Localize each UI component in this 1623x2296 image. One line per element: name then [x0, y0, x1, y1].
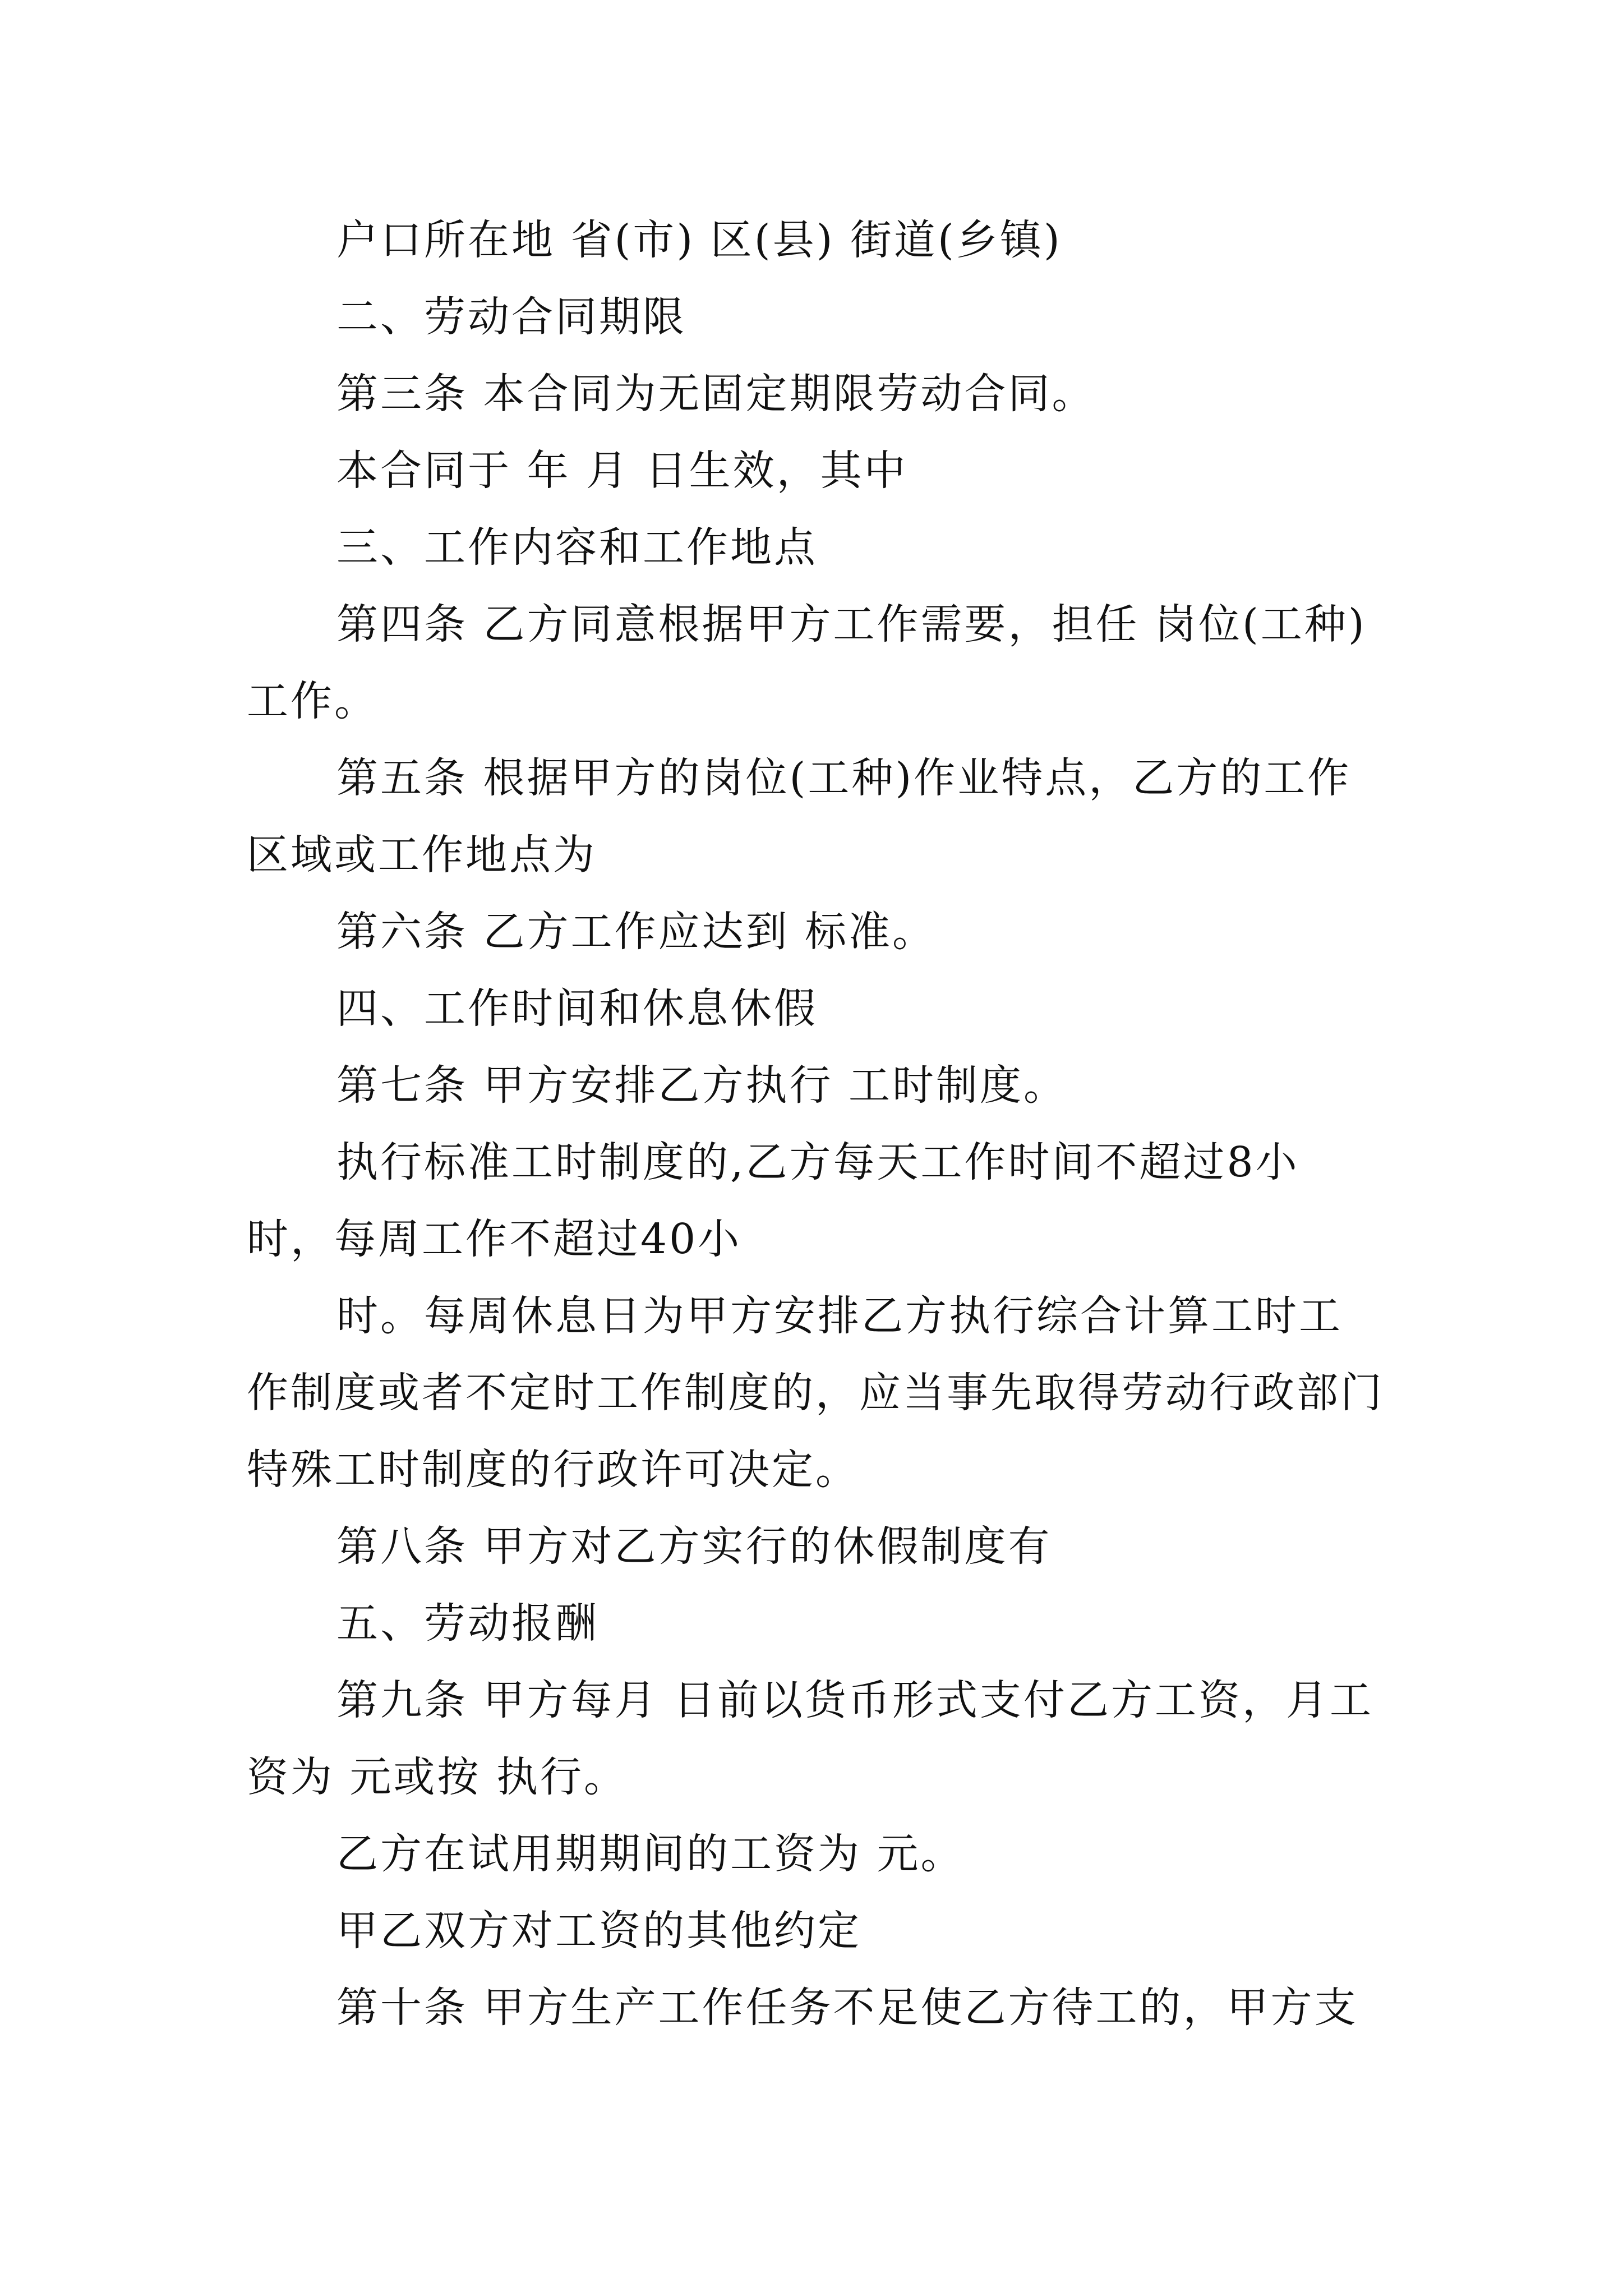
paragraph-other-salary-terms: 甲乙双方对工资的其他约定 [336, 1907, 861, 1955]
paragraph-effective-date: 本合同于 年 月 日生效，其中 [336, 447, 908, 495]
contract-text [247, 202, 1385, 2046]
paragraph-article-3: 第三条 本合同为无固定期限劳动合同。 [336, 370, 1096, 418]
paragraph-article-4: 第四条 乙方同意根据甲方工作需要，担任 岗位(工种)工作。 [247, 600, 1367, 725]
section-heading-working-hours: 四、工作时间和休息休假 [336, 984, 818, 1033]
section-heading-contract-term: 二、劳动合同期限 [336, 293, 686, 341]
paragraph-article-5: 第五条 根据甲方的岗位(工种)作业特点，乙方的工作区域或工作地点为 [247, 754, 1352, 879]
paragraph-article-7: 第七条 甲方安排乙方执行 工时制度。 [336, 1061, 1068, 1110]
paragraph-household-registration: 户口所在地 省(市) 区(县) 街道(乡镇) [336, 216, 1062, 264]
paragraph-standard-hours: 执行标准工时制度的,乙方每天工作时间不超过8小时，每周工作不超过40小 [247, 1138, 1299, 1263]
paragraph-probation-salary: 乙方在试用期期间的工资为 元。 [336, 1830, 965, 1878]
paragraph-article-10: 第十条 甲方生产工作任务不足使乙方待工的，甲方支 [336, 1984, 1358, 2032]
paragraph-article-6: 第六条 乙方工作应达到 标准。 [336, 908, 937, 956]
paragraph-article-8: 第八条 甲方对乙方实行的休假制度有 [336, 1522, 1052, 1571]
section-heading-work-content: 三、工作内容和工作地点 [336, 523, 818, 572]
section-heading-remuneration: 五、劳动报酬 [336, 1599, 599, 1648]
paragraph-article-9: 第九条 甲方每月 日前以货币形式支付乙方工资，月工资为 元或按 执行。 [247, 1676, 1374, 1801]
paragraph-special-hours: 时。每周休息日为甲方安排乙方执行综合计算工时工作制度或者不定时工作制度的，应当事先取得劳动行政部门特殊工时制度的行政许可决定。 [247, 1292, 1384, 1494]
